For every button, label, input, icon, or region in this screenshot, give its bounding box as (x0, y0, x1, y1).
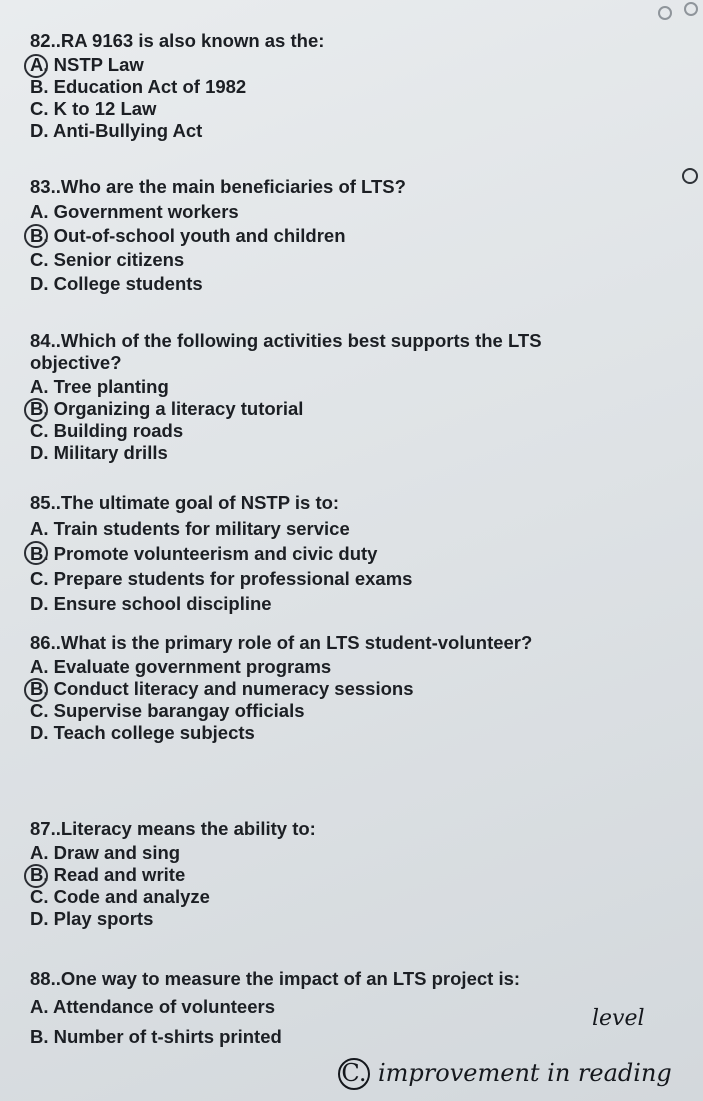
option-a: A. Tree planting (30, 376, 169, 397)
option-d: D. Play sports (30, 908, 154, 929)
handwritten-note-level: level (592, 1006, 645, 1031)
option-a: A. Draw and sing (30, 842, 181, 863)
question-88 (30, 968, 590, 1048)
option-a: A. Government workers (30, 201, 239, 222)
option-b: B. Read and write (30, 864, 590, 886)
question-title: 84..Which of the following activities best supports the LTS objective? (30, 330, 542, 373)
option-d: D. Military drills (30, 442, 168, 463)
option-a: A. Train students for military service (30, 518, 350, 539)
option-c: C. Senior citizens (30, 249, 185, 270)
option-b: B. Number of t-shirts printed (30, 1026, 282, 1047)
handwritten-answer-letter: C. (338, 1058, 370, 1090)
handwritten-answer (338, 1058, 672, 1090)
option-c: C. Code and analyze (30, 886, 210, 907)
question-86 (30, 632, 590, 744)
question-85 (30, 492, 590, 616)
option-b: B. Conduct literacy and numeracy sessions (30, 678, 590, 700)
question-82 (30, 30, 590, 142)
question-87 (30, 818, 590, 930)
question-title: 83..Who are the main beneficiaries of LTS? (30, 176, 406, 197)
option-d: D. Ensure school discipline (30, 593, 272, 614)
option-a: A. Attendance of volunteers (30, 996, 275, 1017)
option-b: B. Organizing a literacy tutorial (30, 398, 590, 420)
question-83 (30, 176, 590, 296)
option-a: A. Evaluate government programs (30, 656, 332, 677)
option-b: B. Out-of-school youth and children (30, 224, 590, 248)
option-b: B. Promote volunteerism and civic duty (30, 541, 590, 566)
decorative-ring-icon (658, 6, 672, 20)
handwritten-answer-text: improvement in reading (378, 1059, 672, 1087)
option-c: C. Building roads (30, 420, 184, 441)
question-title: 88..One way to measure the impact of an LTS project is: (30, 968, 521, 989)
question-title: 86..What is the primary role of an LTS student-volunteer? (30, 632, 533, 653)
question-title: 85..The ultimate goal of NSTP is to: (30, 492, 340, 513)
option-c: C. Prepare students for professional exams (30, 568, 413, 589)
decorative-ring-icon (682, 168, 698, 184)
option-d: D. Teach college subjects (30, 722, 255, 743)
option-a: A. NSTP Law (30, 54, 590, 76)
option-b: B. Education Act of 1982 (30, 76, 247, 97)
option-d: D. College students (30, 273, 203, 294)
option-c: C. Supervise barangay officials (30, 700, 305, 721)
question-title: 87..Literacy means the ability to: (30, 818, 316, 839)
option-d: D. Anti-Bullying Act (30, 120, 203, 141)
question-84 (30, 330, 590, 464)
decorative-ring-icon (684, 2, 698, 16)
question-title: 82..RA 9163 is also known as the: (30, 30, 325, 51)
option-c: C. K to 12 Law (30, 98, 157, 119)
